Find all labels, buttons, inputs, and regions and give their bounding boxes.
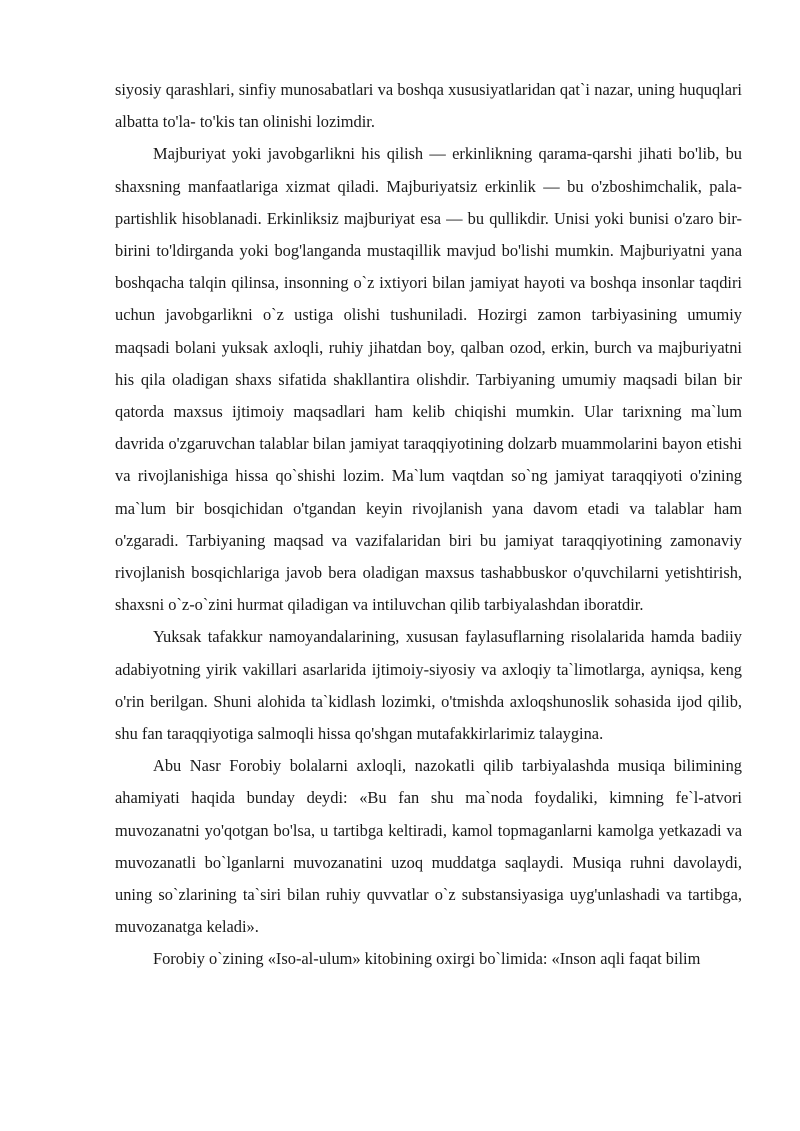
- paragraph-1: siyosiy qarashlari, sinfiy munosabatlari va boshqa xususiyatlaridan qat`i nazar, uning huquqlari albatta to'la- to'kis tan olinishi lozimdir.: [115, 80, 742, 132]
- document-page: [115, 74, 742, 976]
- paragraph-3: Yuksak tafakkur namoyandalarining, xususan faylasuflarning risolalarida hamda badiiy adabiyotning yirik vakillari asarlarida ijtimoiy-siyosiy va axloqiy ta`limotlarga, ayniqsa, keng o'rin berilgan. Shuni alohida ta`kidlash lozimki, o'tmishda axloqshunoslik sohasida ijod qilib, shu fan taraqqiyotiga salmoqli hissa qo'shgan mutafakkirlarimiz talaygina.: [115, 627, 742, 744]
- paragraph-4: Abu Nasr Forobiy bolalarni axloqli, nazokatli qilib tarbiyalashda musiqa bilimining ahamiyati haqida bunday deydi: «Bu fan shu ma`noda foydaliki, kimning fe`l-atvori muvozanatni yo'qotgan bo'lsa, u tartibga keltiradi, kamol topmaganlarni kamolga yetkazadi va muvozanatli bo`lganlarni muvozanatini uzoq muddatga saqlaydi. Musiqa ruhni davolaydi, uning so`zlarining ta`siri bilan ruhiy quvvatlar o`z substansiyasiga uyg'unlashadi va tartibga, muvozanatga keladi».: [115, 756, 742, 937]
- paragraph-2: Majburiyat yoki javobgarlikni his qilish — erkinlikning qarama-qarshi jihati bo'lib, bu shaxsning manfaatlariga xizmat qiladi. Majburiyatsiz erkinlik — bu o'zboshimchalik, pala-partishlik hisoblanadi. Erkinliksiz majburiyat esa — bu qullikdir. Unisi yoki bunisi o'zaro bir-birini to'ldirganda yoki bog'langanda mustaqillik mavjud bo'lishi mumkin. Majburiyatni yana boshqacha talqin qilinsa, insonning o`z ixtiyori bilan jamiyat hayoti va boshqa insonlar taqdiri uchun javobgarlikni o`z ustiga olishi tushuniladi. Hozirgi zamon tarbiyasining umumiy maqsadi bolani yuksak axloqli, ruhiy jihatdan boy, qalban ozod, erkin, burch va majburiyatni his qila oladigan shaxs sifatida shakllantira olishdir. Tarbiyaning umumiy maqsadi bilan bir qatorda maxsus ijtimoiy maqsadlari ham kelib chiqishi mumkin. Ular tarixning ma`lum davrida o'zgaruvchan talablar bilan jamiyat taraqqiyotining dolzarb muammolarini bayon etishi va rivojlanishiga hissa qo`shishi lozim. Ma`lum vaqtdan so`ng jamiyat taraqqiyoti o'zining ma`lum bir bosqichidan o'tgandan keyin rivojlanish yana davom etadi va talablar ham o'zgaradi. Tarbiyaning maqsad va vazifalaridan biri bu jamiyat taraqqiyotining zamonaviy rivojlanish bosqichlariga javob bera oladigan maxsus tashabbuskor o'quvchilarni yetishtirish, shaxsni o`z-o`zini hurmat qiladigan va intiluvchan qilib tarbiyalashdan iboratdir.: [115, 144, 742, 615]
- paragraph-5: Forobiy o`zining «Iso-al-ulum» kitobining oxirgi bo`limida: «Inson aqli faqat bilim: [153, 949, 701, 969]
